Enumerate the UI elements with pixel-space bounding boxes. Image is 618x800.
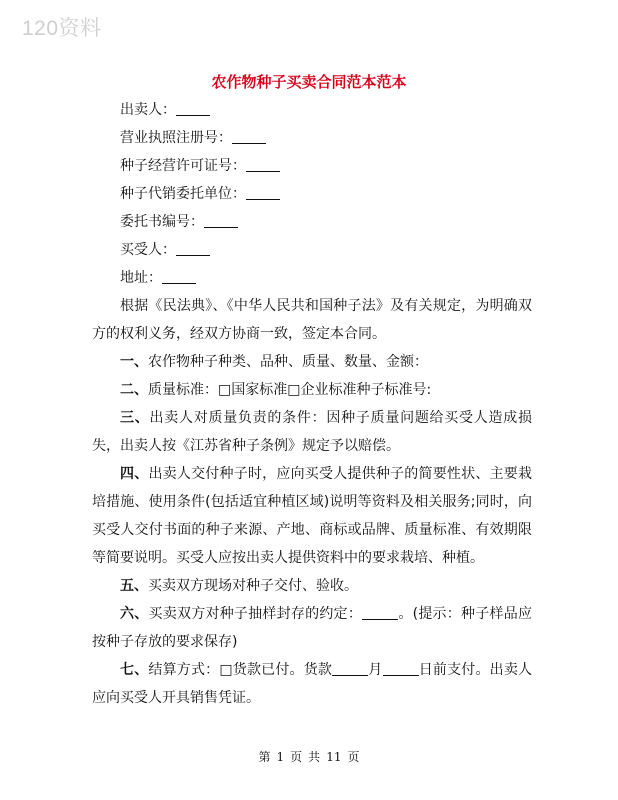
clause-number: 五、 — [120, 578, 148, 594]
month-blank — [332, 661, 368, 676]
clause-text: 出卖人对质量负责的条件：因种子质量问题给买受人造成损失，出卖人按《江苏省种子条例》规定予以赔偿。 — [92, 410, 533, 454]
clause-7 — [92, 656, 532, 712]
clause-number: 六、 — [120, 606, 149, 622]
address-label: 地址： — [120, 270, 162, 286]
power-blank — [204, 213, 238, 228]
clause-5 — [92, 572, 532, 600]
seller-label: 出卖人： — [120, 102, 176, 118]
page-number: 1 — [276, 750, 285, 764]
seller-blank — [176, 101, 210, 116]
clause-text: 月 — [368, 662, 383, 678]
footer-word: 页 — [347, 750, 360, 764]
clause-text: 买卖双方对种子抽样封存的约定： — [148, 606, 363, 622]
agent-blank — [246, 185, 280, 200]
clause-text: 出卖人交付种子时，应向买受人提供种子的简要性状、主要栽培措施、使用条件(包括适宜种植区域)说明等资料及相关服务;同时，向买受人交付书面的种子来源、产地、商标或品牌、质量标准、有效期限等简要说明。买受人应按出卖人提供资料中的要求栽培、种植。 — [92, 466, 533, 566]
clause-6 — [92, 600, 532, 656]
seller-field — [120, 100, 210, 120]
permit-field — [120, 156, 280, 176]
clause-text: 农作物种子种类、品种、质量、数量、金额： — [148, 354, 428, 370]
permit-label: 种子经营许可证号： — [120, 158, 246, 174]
watermark: 120资料 — [22, 17, 102, 40]
page-footer — [0, 748, 618, 765]
license-field — [120, 128, 266, 148]
license-blank — [232, 129, 266, 144]
document-title: 农作物种子买卖合同范本范本 — [211, 73, 407, 91]
clause-number: 七、 — [120, 662, 149, 678]
power-field — [120, 212, 238, 232]
address-field — [120, 268, 196, 288]
agent-label: 种子代销委托单位： — [120, 186, 246, 202]
clause-text: 质量标准：□国家标准□企业标准种子标准号: — [148, 382, 432, 398]
clause-text: 日前支付。出卖人应向买受人开具销售凭证。 — [92, 662, 533, 706]
clause-number: 三、 — [120, 410, 150, 426]
clause-1 — [92, 348, 532, 376]
clause-text: 。(提示：种子样品应按种子存放的要求保存) — [92, 606, 533, 650]
buyer-label: 买受人： — [120, 242, 176, 258]
footer-word: 页 — [290, 750, 303, 764]
clause-text: 买卖双方现场对种子交付、验收。 — [148, 578, 358, 594]
power-label: 委托书编号： — [120, 214, 204, 230]
day-blank — [383, 661, 419, 676]
agent-field — [120, 184, 280, 204]
buyer-blank — [176, 241, 210, 256]
permit-blank — [246, 157, 280, 172]
sample-blank — [362, 605, 398, 620]
clause-4 — [92, 460, 532, 572]
page-total: 11 — [326, 750, 342, 764]
intro-paragraph: 根据《民法典》、《中华人民共和国种子法》及有关规定，为明确双方的权利义务，经双方协商一致，签定本合同。 — [92, 298, 532, 342]
clause-number: 二、 — [120, 382, 148, 398]
license-label: 营业执照注册号： — [120, 130, 232, 146]
footer-word: 共 — [308, 750, 321, 764]
footer-word: 第 — [258, 750, 271, 764]
clause-3 — [92, 404, 532, 460]
clause-2 — [92, 376, 532, 404]
clause-text: 结算方式：□货款已付。货款 — [148, 662, 333, 678]
clause-number: 四、 — [120, 466, 149, 482]
buyer-field — [120, 240, 210, 260]
address-blank — [162, 269, 196, 284]
clause-number: 一、 — [120, 354, 148, 370]
